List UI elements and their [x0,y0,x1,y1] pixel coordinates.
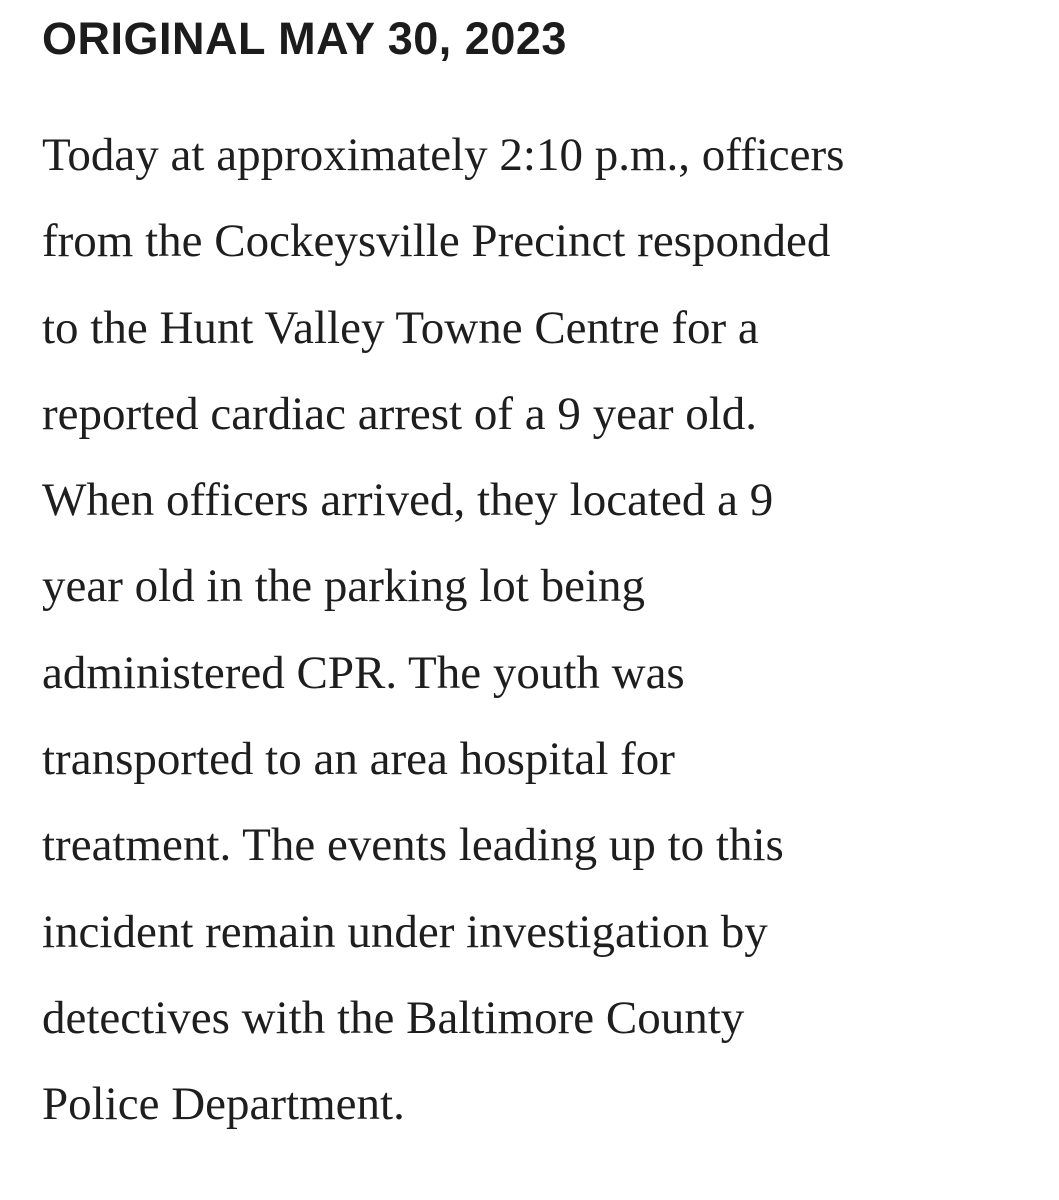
body-line: incident remain under investigation by [42,905,768,958]
body-line: reported cardiac arrest of a 9 year old. [42,387,758,440]
body-line: treatment. The events leading up to this [42,819,784,872]
body-line: year old in the parking lot being [42,560,646,613]
body-line: to the Hunt Valley Towne Centre for a [42,301,759,354]
article-heading: ORIGINAL MAY 30, 2023 [42,13,567,64]
body-line: Today at approximately 2:10 p.m., officers [42,129,845,181]
body-line: detectives with the Baltimore County [42,991,745,1044]
body-line: transported to an area hospital for [42,733,675,786]
body-line: from the Cockeysville Precinct responded [42,215,831,268]
body-line: Police Department. [42,1078,405,1131]
body-line: When officers arrived, they located a 9 [42,474,774,527]
body-line: administered CPR. The youth was [42,646,685,699]
article [42,0,1042,1148]
article-body [42,68,1042,1148]
